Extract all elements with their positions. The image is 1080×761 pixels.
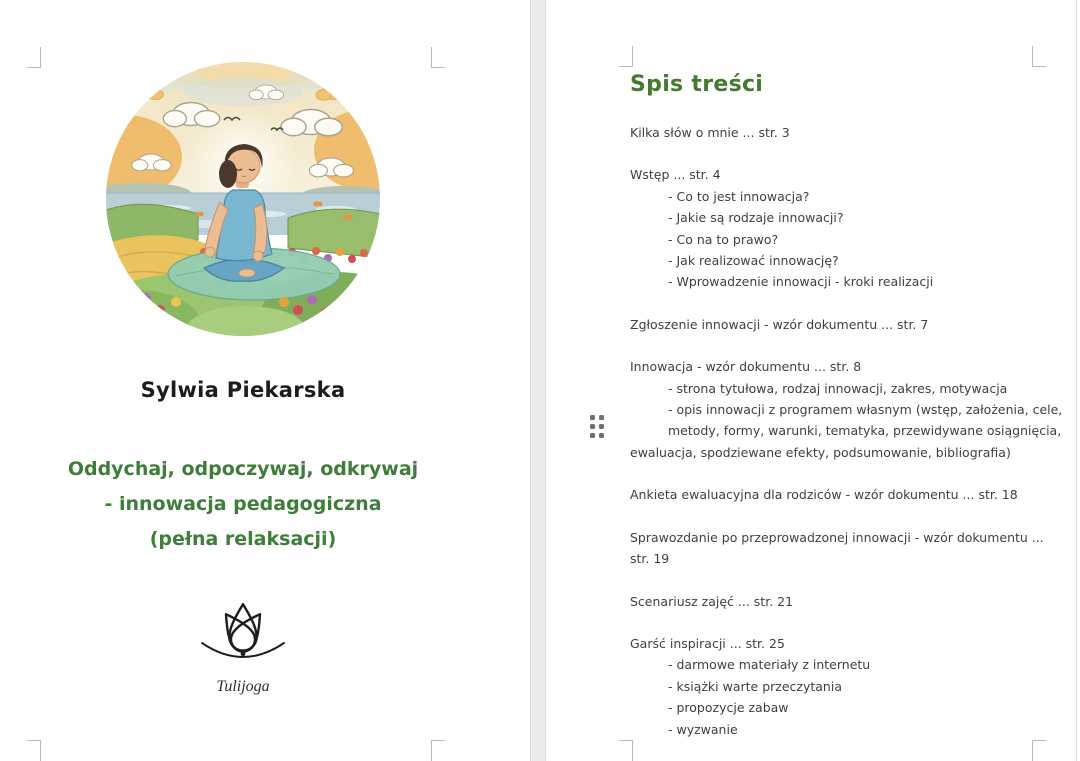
toc-line: Zgłoszenie innowacji - wzór dokumentu ... str. 7 bbox=[630, 316, 929, 332]
toc-line: ewaluacja, spodziewane efekty, podsumowanie, bibliografia) bbox=[630, 444, 1011, 460]
cover-illustration-girl-meditating bbox=[106, 62, 380, 336]
toc-line: - Jakie są rodzaje innowacji? bbox=[668, 210, 844, 226]
toc-paragraph bbox=[630, 633, 1070, 740]
page-cover[interactable] bbox=[0, 0, 530, 761]
toc-line: - Jak realizować innowację? bbox=[668, 253, 839, 269]
margin-crop-mark bbox=[431, 47, 445, 68]
toc-line: - książki warte przeczytania bbox=[668, 678, 842, 694]
toc-line: - Co to jest innowacja? bbox=[668, 188, 810, 204]
toc-line: str. 19 bbox=[630, 551, 670, 567]
toc-line: Scenariusz zajęć ... str. 21 bbox=[630, 593, 794, 609]
toc-heading: Spis treści bbox=[630, 72, 764, 97]
toc-line: - Co na to prawo? bbox=[668, 231, 779, 247]
toc-line: metody, formy, warunki, tematyka, przewidywane osiągnięcia, bbox=[668, 423, 1062, 439]
toc-paragraph bbox=[630, 356, 1070, 463]
toc-body bbox=[630, 122, 1070, 740]
margin-crop-mark bbox=[27, 740, 41, 761]
margin-crop-mark bbox=[619, 740, 633, 761]
toc-line: - wyzwanie bbox=[668, 721, 738, 737]
cover-title bbox=[0, 452, 486, 557]
toc-line: Wstęp ... str. 4 bbox=[630, 167, 721, 183]
cover-title-line: (pełna relaksacji) bbox=[149, 528, 337, 550]
toc-paragraph bbox=[630, 314, 1070, 335]
toc-line: - propozycje zabaw bbox=[668, 700, 789, 716]
table-of-contents bbox=[630, 70, 1070, 740]
page-toc[interactable] bbox=[546, 0, 1076, 761]
margin-crop-mark bbox=[431, 740, 445, 761]
margin-crop-mark bbox=[619, 46, 633, 67]
margin-crop-mark bbox=[1032, 740, 1046, 761]
toc-line: Garść inspiracji ... str. 25 bbox=[630, 635, 785, 651]
cover-author-name: Sylwia Piekarska bbox=[140, 378, 346, 402]
toc-line: - strona tytułowa, rodzaj innowacji, zakres, motywacja bbox=[668, 380, 1008, 396]
toc-line: Innowacja - wzór dokumentu ... str. 8 bbox=[630, 359, 862, 375]
drag-handle-dots[interactable] bbox=[590, 415, 604, 438]
margin-crop-mark bbox=[1032, 46, 1046, 67]
logo-text: Tulijoga bbox=[216, 678, 270, 695]
toc-paragraph bbox=[630, 527, 1070, 570]
cover-title-line: - innowacja pedagogiczna bbox=[104, 493, 382, 515]
toc-line: Ankieta ewaluacyjna dla rodziców - wzór dokumentu ... str. 18 bbox=[630, 487, 1018, 503]
next-page-edge bbox=[1076, 0, 1080, 761]
margin-crop-mark bbox=[27, 47, 41, 68]
toc-paragraph bbox=[630, 591, 1070, 612]
toc-line: Kilka słów o mnie ... str. 3 bbox=[630, 125, 790, 140]
toc-paragraph bbox=[630, 484, 1070, 505]
toc-line: - Wprowadzenie innowacji - kroki realizacji bbox=[668, 274, 934, 290]
cover-title-line: Oddychaj, odpoczywaj, odkrywaj bbox=[67, 458, 419, 480]
toc-line: - opis innowacji z programem własnym (wstęp, założenia, cele, bbox=[668, 402, 1063, 418]
toc-paragraph bbox=[630, 122, 1070, 143]
toc-line: Sprawozdanie po przeprowadzonej innowacji - wzór dokumentu ... bbox=[630, 529, 1044, 545]
page-gap-divider bbox=[530, 0, 546, 761]
publisher-logo bbox=[0, 594, 486, 696]
lotus-icon bbox=[195, 594, 291, 672]
toc-line: - darmowe materiały z internetu bbox=[668, 657, 871, 673]
toc-paragraph bbox=[630, 164, 1070, 292]
